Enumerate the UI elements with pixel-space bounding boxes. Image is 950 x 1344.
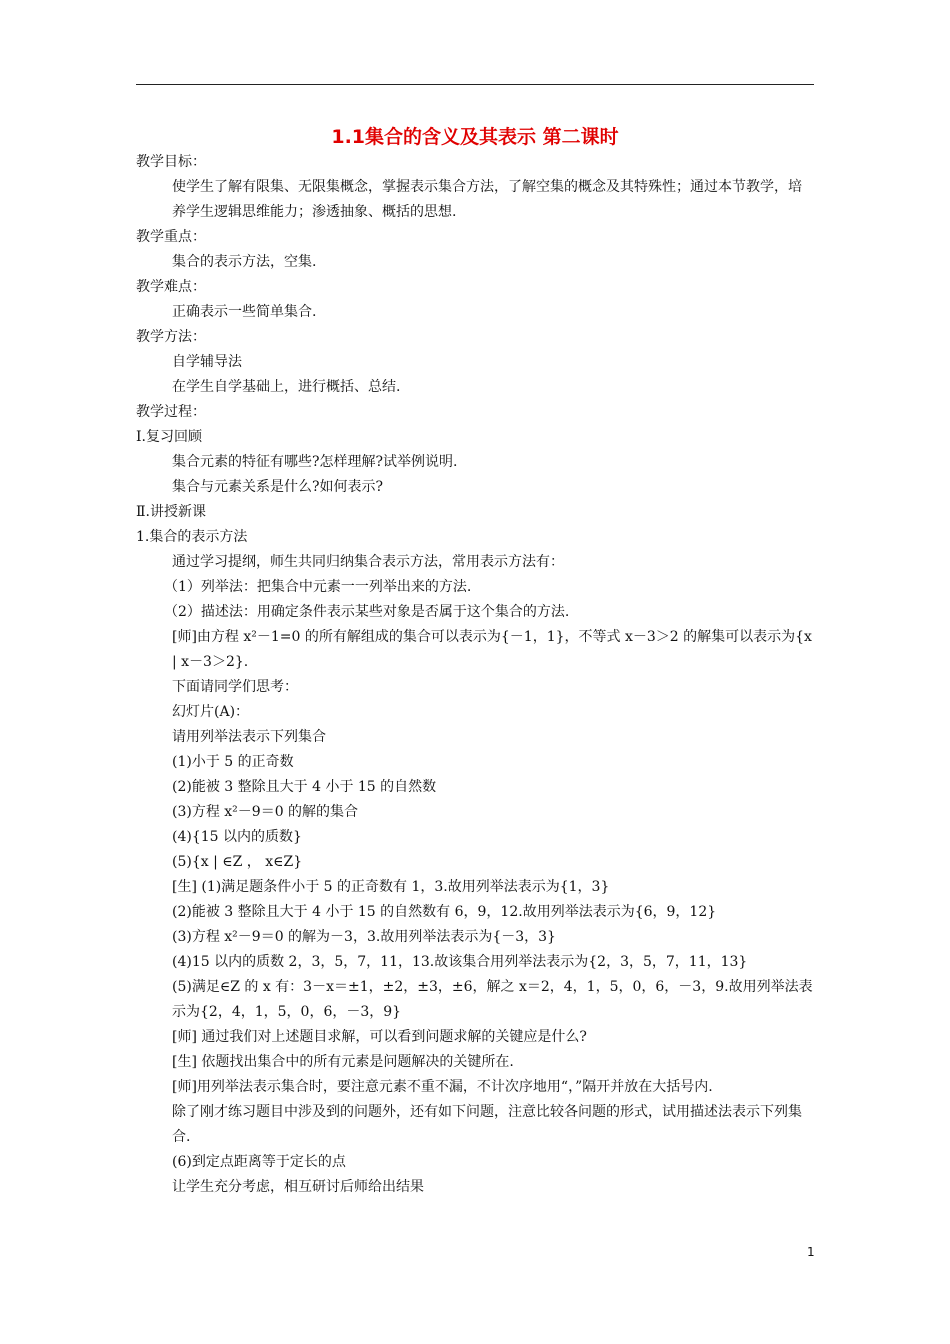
exercise-item: (1)小于 5 的正奇数 xyxy=(172,754,294,770)
document-title: 1.1集合的含义及其表示 第二课时 xyxy=(331,126,619,148)
heading-key-points: 教学重点： xyxy=(136,229,206,245)
heading-difficulties: 教学难点： xyxy=(136,279,206,295)
answer-item: (2)能被 3 整除且大于 4 小于 15 的自然数有 6，9，12.故用列举法表示为{6，9，12} xyxy=(172,904,717,920)
section-new-lesson: Ⅱ.讲授新课 xyxy=(136,504,206,520)
paragraph: [师]用列举法表示集合时，要注意元素不重不漏，不计次序地用“，”隔开并放在大括号内. xyxy=(172,1079,713,1095)
section-review: Ⅰ.复习回顾 xyxy=(136,429,202,445)
objectives-text: 使学生了解有限集、无限集概念，掌握表示集合方法，了解空集的概念及其特殊性；通过本节教学，培养学生逻辑思维能力；渗透抽象、概括的思想. xyxy=(172,179,802,220)
paragraph: 下面请同学们思考： xyxy=(172,679,298,695)
methods-text-2: 在学生自学基础上，进行概括、总结. xyxy=(172,379,401,395)
exercise-item: (6)到定点距离等于定长的点 xyxy=(172,1154,346,1170)
heading-objectives: 教学目标： xyxy=(136,154,206,170)
document-body xyxy=(136,150,814,1200)
key-points-text: 集合的表示方法，空集. xyxy=(172,254,317,270)
method-description: （2）描述法：用确定条件表示某些对象是否属于这个集合的方法. xyxy=(164,604,570,620)
exercise-intro: 请用列举法表示下列集合 xyxy=(172,729,326,745)
methods-text-1: 自学辅导法 xyxy=(172,354,242,370)
paragraph: [师] 通过我们对上述题目求解，可以看到问题求解的关键应是什么? xyxy=(172,1029,587,1045)
answer-item: (3)方程 x²－9＝0 的解为－3，3.故用列举法表示为{－3，3} xyxy=(172,929,556,945)
answer-item: (4)15 以内的质数 2，3，5，7，11，13.故该集合用列举法表示为{2，3，5，7，11，13} xyxy=(172,954,748,970)
header-rule xyxy=(136,84,814,85)
paragraph: [师]由方程 x²－1=0 的所有解组成的集合可以表示为{－1，1}，不等式 x－3＞2 的解集可以表示为{x | x－3＞2}. xyxy=(172,629,812,670)
paragraph: 让学生充分考虑，相互研讨后师给出结果 xyxy=(172,1179,424,1195)
paragraph: 通过学习提纲，师生共同归纳集合表示方法，常用表示方法有： xyxy=(172,554,564,570)
review-question-2: 集合与元素关系是什么?如何表示? xyxy=(172,479,384,495)
answer-item: [生] (1)满足题条件小于 5 的正奇数有 1，3.故用列举法表示为{1，3} xyxy=(172,879,610,895)
review-question-1: 集合元素的特征有哪些?怎样理解?试举例说明. xyxy=(172,454,458,470)
page-number: 1 xyxy=(807,1245,815,1259)
difficulties-text: 正确表示一些简单集合. xyxy=(172,304,317,320)
paragraph: [生] 依题找出集合中的所有元素是问题解决的关键所在. xyxy=(172,1054,514,1070)
paragraph: 除了刚才练习题目中涉及到的问题外，还有如下问题，注意比较各问题的形式，试用描述法表示下列集合. xyxy=(172,1104,802,1145)
exercise-item: (3)方程 x²－9＝0 的解的集合 xyxy=(172,804,359,820)
heading-process: 教学过程： xyxy=(136,404,206,420)
exercise-item: (2)能被 3 整除且大于 4 小于 15 的自然数 xyxy=(172,779,437,795)
slide-label: 幻灯片(A)： xyxy=(172,704,250,720)
answer-item: (5)满足∈Z 的 x 有：3－x＝±1，±2，±3，±6，解之 x＝2，4，1，5，0，6，－3，9.故用列举法表示为{2，4，1，5，0，6，－3，9} xyxy=(172,979,813,1020)
exercise-item: (5){x | ∈Z ， x∈Z} xyxy=(172,854,303,870)
heading-methods: 教学方法： xyxy=(136,329,206,345)
exercise-item: (4){15 以内的质数} xyxy=(172,829,302,845)
subsection-representation: 1.集合的表示方法 xyxy=(136,529,248,545)
method-enumeration: （1）列举法：把集合中元素一一列举出来的方法. xyxy=(164,579,472,595)
